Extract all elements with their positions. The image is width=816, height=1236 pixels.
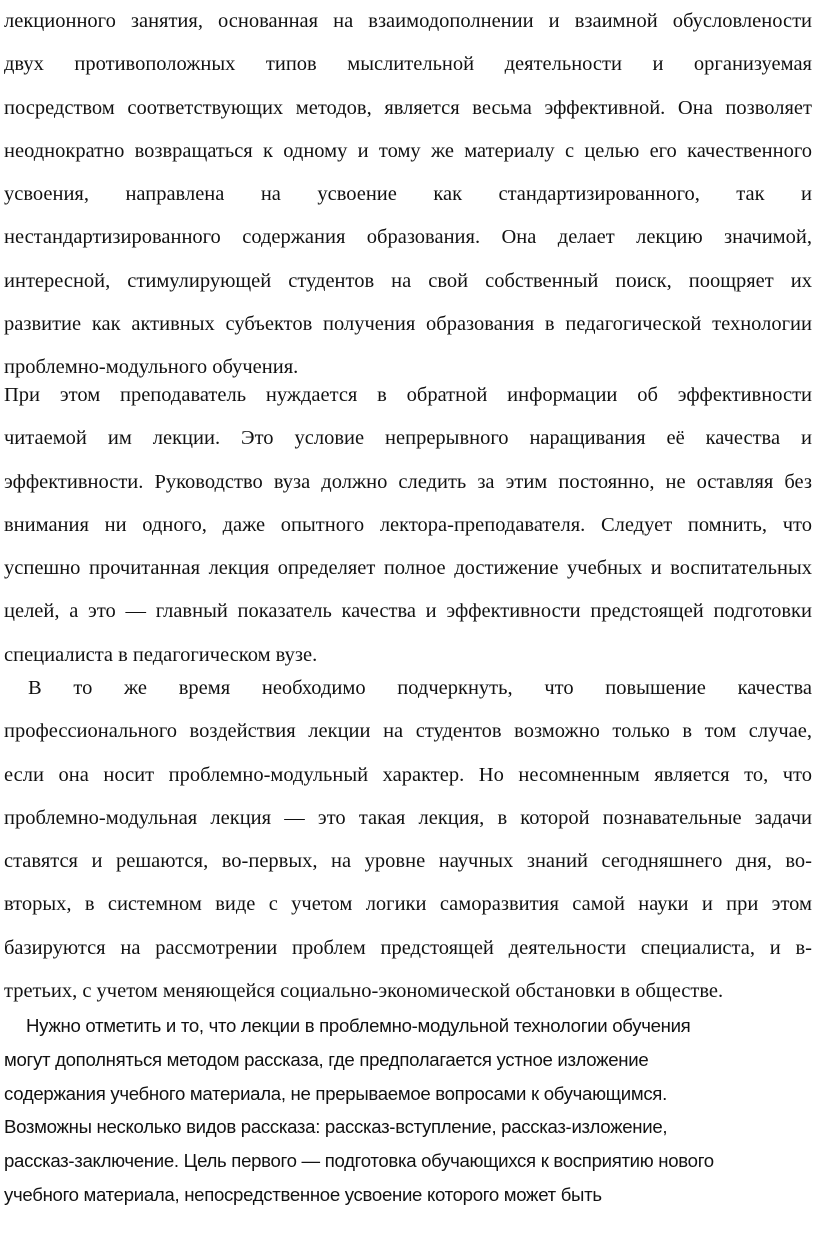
text-line: третьих, с учетом меняющейся социально-экономической обстановки в обществе. xyxy=(4,980,724,1003)
text-line: посредством соответствующих методов, является весьма эффективной. Она позволяет xyxy=(4,96,812,119)
text-line: Возможны несколько видов рассказа: рассказ-вступление, рассказ-изложение, xyxy=(4,1116,668,1138)
text-line: В то же время необходимо подчеркнуть, что повышение качества xyxy=(28,677,812,699)
text-line: содержания учебного материала, не прерываемое вопросами к обучающимся. xyxy=(4,1082,667,1104)
text-line: двух противоположных типов мыслительной деятельности и организуемая xyxy=(4,53,812,76)
text-line: успешно прочитанная лекция определяет полное достижение учебных и воспитательных xyxy=(4,557,812,580)
text-line: При этом преподаватель нуждается в обратной информации об эффективности xyxy=(4,384,812,406)
paragraph-4 xyxy=(4,1009,812,1212)
text-line: усвоения, направлена на усвоение как стандартизированного, так и xyxy=(4,183,812,206)
paragraph-3 xyxy=(4,667,812,1013)
text-line: проблемно-модульная лекция — это такая лекция, в которой познавательные задачи xyxy=(4,806,812,829)
text-line: эффективности. Руководство вуза должно следить за этим постоянно, не оставляя без xyxy=(4,470,812,493)
text-line: читаемой им лекции. Это условие непрерывного наращивания её качества и xyxy=(4,427,812,450)
text-line: Нужно отметить и то, что лекции в проблемно-модульной технологии обучения xyxy=(26,1015,691,1036)
text-line: лекционного занятия, основанная на взаимодополнении и взаимной обусловлености xyxy=(4,10,812,32)
text-line: учебного материала, непосредственное усвоение которого может быть xyxy=(4,1183,602,1205)
text-line: нестандартизированного содержания образования. Она делает лекцию значимой, xyxy=(4,226,812,249)
text-line: внимания ни одного, даже опытного лектора-преподавателя. Следует помнить, что xyxy=(4,513,812,536)
text-line: ставятся и решаются, во-первых, на уровне научных знаний сегодняшнего дня, во- xyxy=(4,850,812,873)
text-line: вторых, в системном виде с учетом логики саморазвития самой науки и при этом xyxy=(4,893,812,916)
text-line: могут дополняться методом рассказа, где предполагается устное изложение xyxy=(4,1048,649,1070)
text-line: интересной, стимулирующей студентов на свой собственный поиск, поощряет их xyxy=(4,269,812,292)
text-line: развитие как активных субъектов получения образования в педагогической технологии xyxy=(4,313,812,336)
paragraph-2 xyxy=(4,374,812,677)
text-line: специалиста в педагогическом вузе. xyxy=(4,643,318,666)
text-line: проблемно-модульного обучения. xyxy=(4,356,299,379)
text-line: целей, а это — главный показатель качества и эффективности предстоящей подготовки xyxy=(4,600,812,623)
text-line: базируются на рассмотрении проблем предстоящей деятельности специалиста, и в- xyxy=(4,936,812,959)
text-line: если она носит проблемно-модульный характер. Но несомненным является то, что xyxy=(4,763,812,786)
text-line: неоднократно возвращаться к одному и тому же материалу с целью его качественного xyxy=(4,139,812,162)
text-line: рассказ-заключение. Цель первого — подготовка обучающихся к восприятию нового xyxy=(4,1150,714,1172)
text-line: профессионального воздействия лекции на студентов возможно только в том случае, xyxy=(4,720,812,743)
paragraph-1 xyxy=(4,0,812,390)
